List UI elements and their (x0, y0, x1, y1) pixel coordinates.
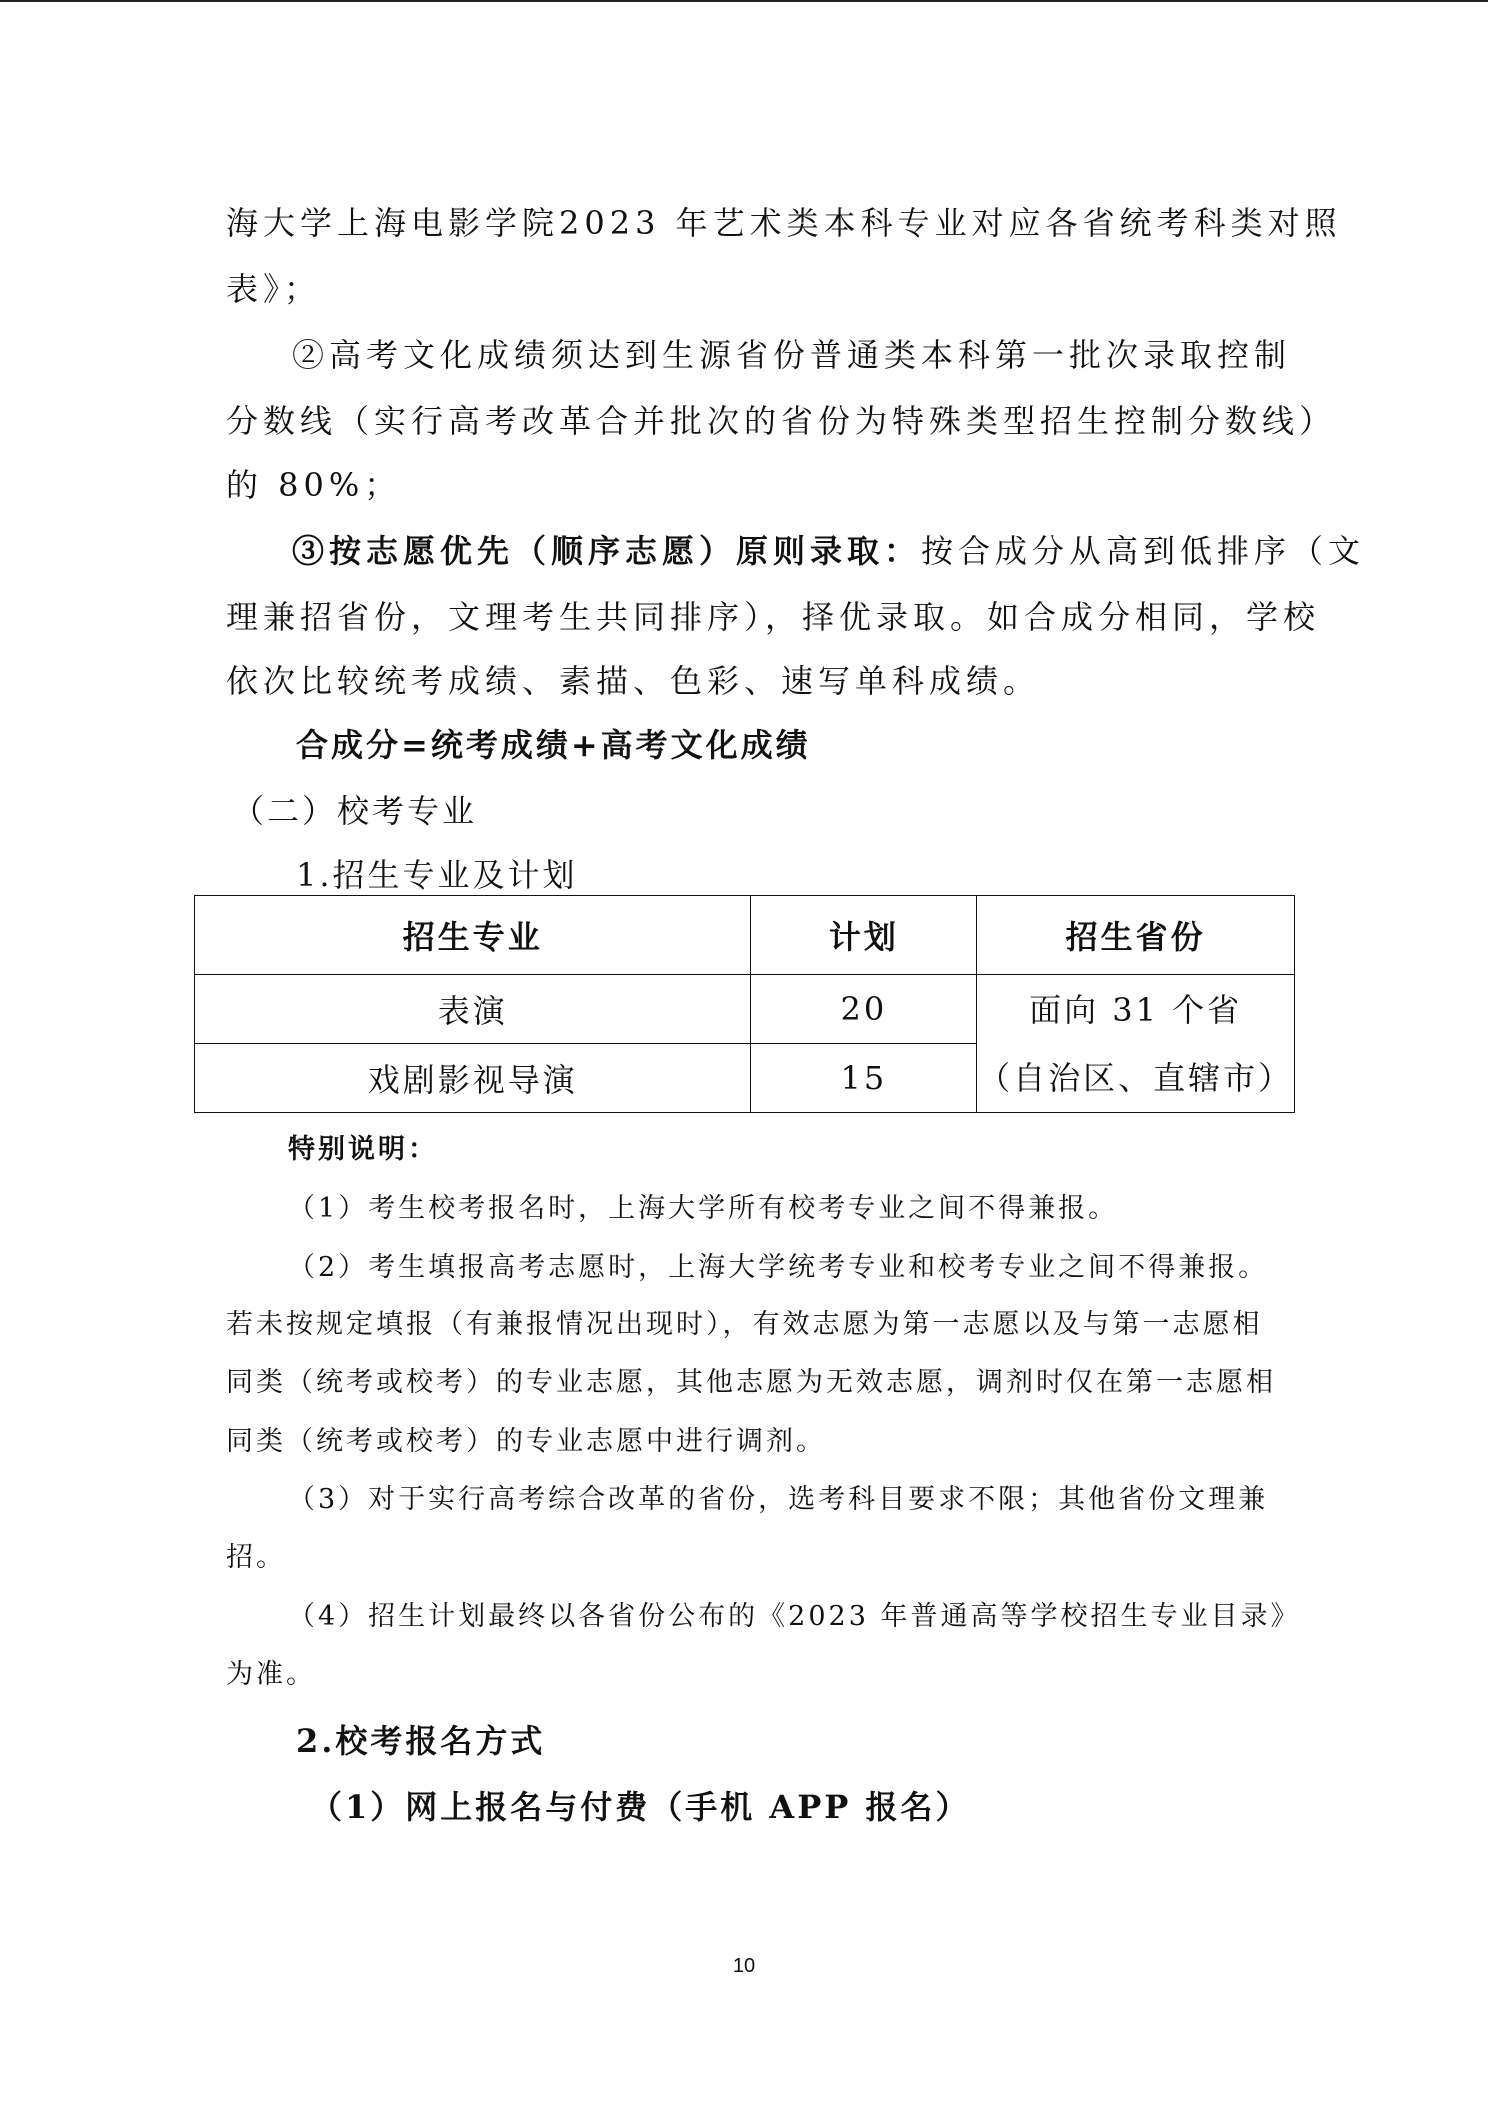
admission-principle-text: 按合成分从高到低排序（文 (921, 532, 1366, 570)
paragraph-line-5: 的 80%； (226, 466, 402, 504)
cell-major: 戏剧影视导演 (195, 1044, 751, 1113)
subheading-plan: 1.招生专业及计划 (296, 856, 578, 894)
paragraph-line-7: 理兼招省份，文理考生共同排序），择优录取。如合成分相同，学校 (226, 598, 1321, 636)
note-2a: （2）考生填报高考志愿时，上海大学统考专业和校考专业之间不得兼报。 (288, 1252, 1269, 1283)
score-formula: 合成分=统考成绩+高考文化成绩 (296, 726, 811, 764)
table-row (195, 975, 1295, 1044)
table-header-row (195, 896, 1295, 975)
note-3a: （3）对于实行高考综合改革的省份，选考科目要求不限；其他省份文理兼 (288, 1484, 1269, 1515)
paragraph-line-6 (292, 526, 1365, 572)
paragraph-line-1: 海大学上海电影学院2023 年艺术类本科专业对应各省统考科类对照 (226, 204, 1342, 242)
header-province: 招生省份 (977, 896, 1295, 975)
note-2d: 同类（统考或校考）的专业志愿中进行调剂。 (226, 1426, 826, 1457)
admission-principle-label: ③按志愿优先（顺序志愿）原则录取： (292, 532, 922, 570)
note-4b: 为准。 (226, 1659, 316, 1690)
enrollment-plan-table (194, 895, 1295, 1113)
cell-major: 表演 (195, 975, 751, 1044)
note-2b: 若未按规定填报（有兼报情况出现时），有效志愿为第一志愿以及与第一志愿相 (226, 1309, 1263, 1340)
province-line-1: 面向 31 个省 (1029, 990, 1243, 1029)
notes-title: 特别说明： (288, 1134, 438, 1165)
header-major: 招生专业 (195, 896, 751, 975)
header-plan: 计划 (751, 896, 977, 975)
paragraph-line-2: 表》； (226, 270, 322, 308)
paragraph-line-8: 依次比较统考成绩、素描、色彩、速写单科成绩。 (226, 662, 1041, 700)
subheading-online-registration: （1）网上报名与付费（手机 APP 报名） (310, 1788, 971, 1826)
note-1: （1）考生校考报名时，上海大学所有校考专业之间不得兼报。 (288, 1193, 1119, 1224)
top-border (0, 0, 1488, 2)
page-number: 10 (732, 1955, 756, 1977)
note-3b: 招。 (226, 1542, 286, 1573)
cell-plan: 20 (751, 975, 977, 1044)
subheading-registration: 2.校考报名方式 (296, 1722, 546, 1760)
cell-plan: 15 (751, 1044, 977, 1113)
paragraph-line-3: ②高考文化成绩须达到生源省份普通类本科第一批次录取控制 (292, 336, 1292, 374)
cell-province (977, 975, 1295, 1113)
paragraph-line-4: 分数线（实行高考改革合并批次的省份为特殊类型招生控制分数线） (226, 402, 1337, 440)
note-4a: （4）招生计划最终以各省份公布的《2023 年普通高等学校招生专业目录》 (288, 1601, 1301, 1632)
note-2c: 同类（统考或校考）的专业志愿，其他志愿为无效志愿，调剂时仅在第一志愿相 (226, 1367, 1276, 1398)
province-line-2: （自治区、直辖市） (978, 1058, 1294, 1097)
section-heading-school-exam: （二）校考专业 (232, 792, 478, 830)
